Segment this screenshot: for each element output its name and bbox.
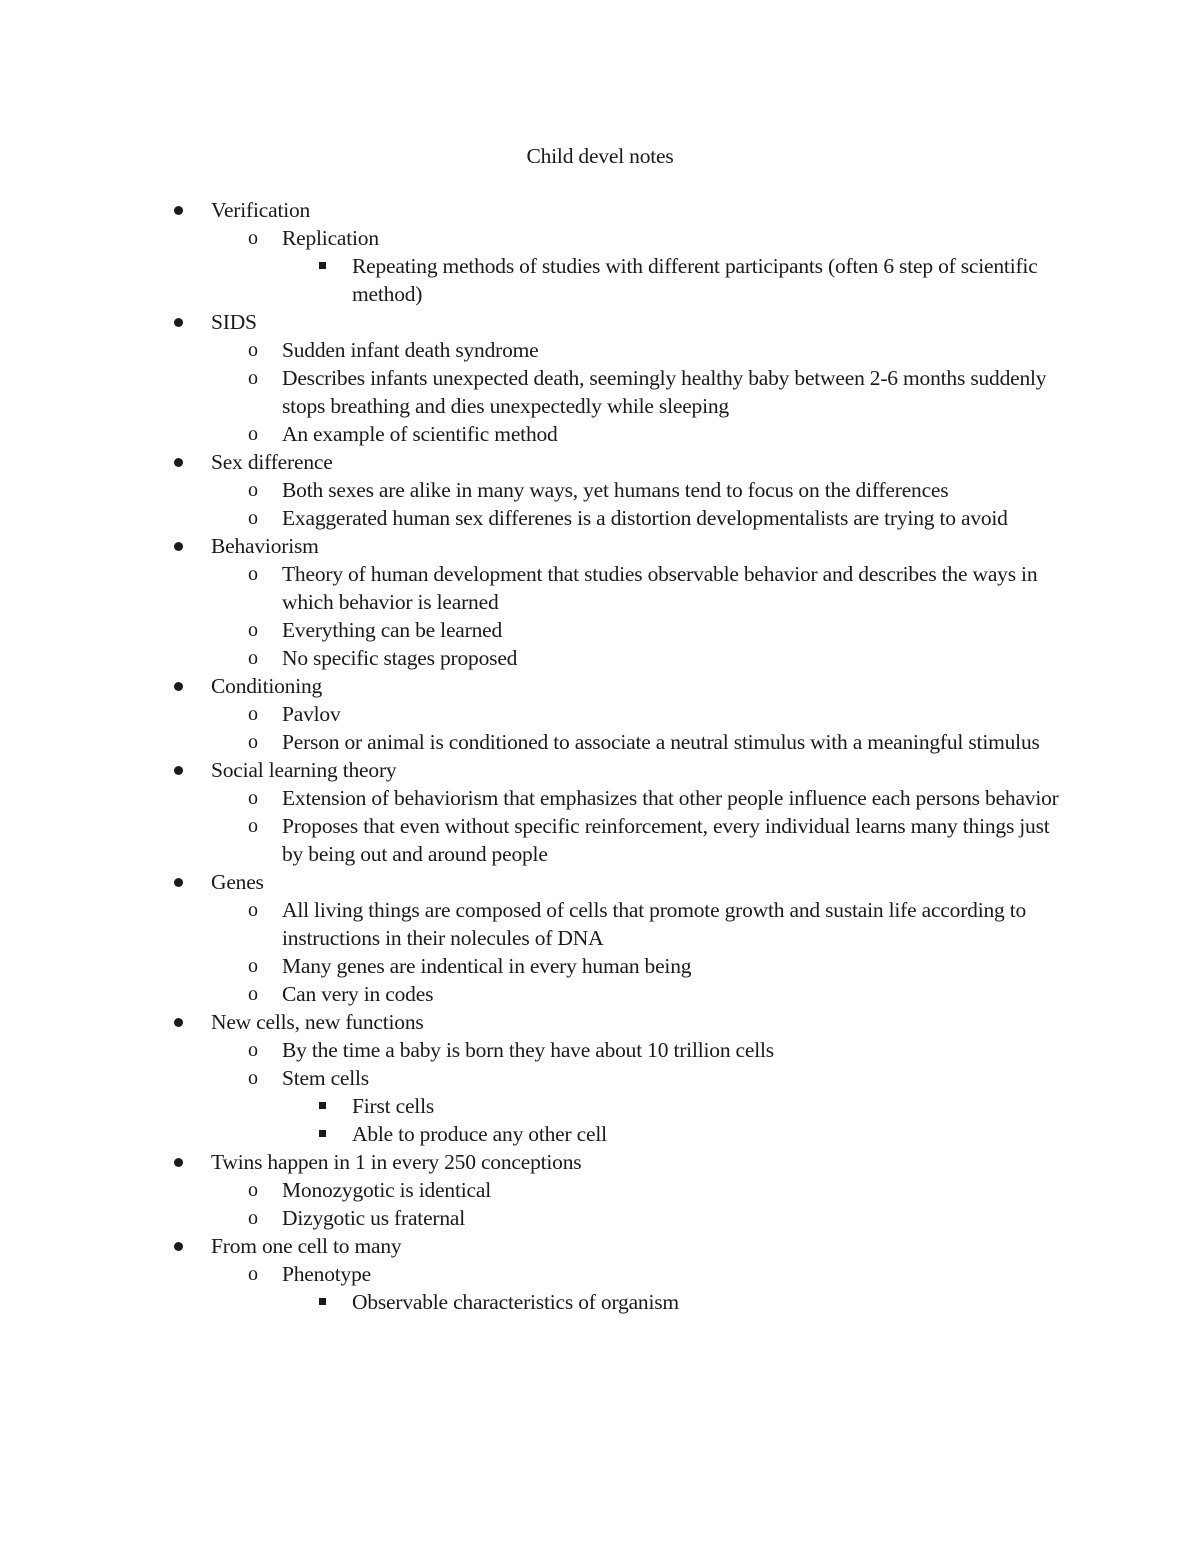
note-text: First cells	[352, 1094, 435, 1118]
sub-sub-bullet-item	[0, 1120, 1052, 1148]
note-text: Genes	[211, 870, 264, 894]
sub-bullet-item	[0, 560, 1062, 616]
bullet-circle-icon: o	[248, 563, 258, 585]
bullet-disc-icon	[174, 766, 183, 775]
bullet-item	[0, 868, 1061, 896]
bullet-square-icon	[319, 1130, 326, 1137]
bullet-item	[0, 1008, 1061, 1036]
bullet-circle-icon: o	[248, 815, 258, 837]
note-text: An example of scientific method	[282, 422, 558, 446]
note-text: Able to produce any other cell	[352, 1122, 607, 1146]
note-text: Sex difference	[211, 450, 333, 474]
sub-bullet-item	[0, 1176, 1062, 1204]
bullet-circle-icon: o	[248, 647, 258, 669]
bullet-item	[0, 308, 1061, 336]
sub-bullet-item	[0, 224, 1062, 252]
note-text: Twins happen in 1 in every 250 conceptions	[211, 1150, 582, 1174]
sub-bullet-item	[0, 784, 1062, 812]
note-text: Exaggerated human sex differenes is a distortion developmentalists are trying to avoid	[282, 506, 1008, 530]
note-text: Verification	[211, 198, 311, 222]
note-text: Everything can be learned	[282, 618, 503, 642]
bullet-item	[0, 1232, 1061, 1260]
bullet-disc-icon	[174, 458, 183, 467]
note-text: From one cell to many	[211, 1234, 402, 1258]
sub-bullet-item	[0, 952, 1062, 980]
sub-bullet-item	[0, 420, 1062, 448]
bullet-square-icon	[319, 1102, 326, 1109]
bullet-circle-icon: o	[248, 227, 258, 249]
note-text: Theory of human development that studies observable behavior and describes the ways in which behavior is learned	[282, 562, 1038, 614]
note-text: Dizygotic us fraternal	[282, 1206, 466, 1230]
note-text: New cells, new functions	[211, 1010, 424, 1034]
sub-bullet-item	[0, 812, 1062, 868]
sub-bullet-item	[0, 1064, 1062, 1092]
bullet-circle-icon: o	[248, 955, 258, 977]
bullet-disc-icon	[174, 1158, 183, 1167]
bullet-circle-icon: o	[248, 1263, 258, 1285]
sub-bullet-item	[0, 1204, 1062, 1232]
bullet-circle-icon: o	[248, 423, 258, 445]
bullet-circle-icon: o	[248, 1067, 258, 1089]
bullet-disc-icon	[174, 206, 183, 215]
note-text: Extension of behaviorism that emphasizes that other people influence each persons behavior	[282, 786, 1059, 810]
note-text: By the time a baby is born they have about 10 trillion cells	[282, 1038, 774, 1062]
sub-bullet-item	[0, 476, 1062, 504]
sub-bullet-item	[0, 980, 1062, 1008]
sub-bullet-item	[0, 728, 1062, 756]
note-text: Replication	[282, 226, 379, 250]
bullet-disc-icon	[174, 1018, 183, 1027]
sub-bullet-item	[0, 336, 1062, 364]
sub-bullet-item	[0, 644, 1062, 672]
note-text: All living things are composed of cells that promote growth and sustain life according to instructions in their nolecules of DNA	[282, 898, 1027, 950]
bullet-disc-icon	[174, 318, 183, 327]
note-text: Sudden infant death syndrome	[282, 338, 539, 362]
note-text: Social learning theory	[211, 758, 397, 782]
sub-bullet-item	[0, 896, 1062, 952]
note-text: Monozygotic is identical	[282, 1178, 491, 1202]
note-text: Repeating methods of studies with different participants (often 6 step of scientific method)	[352, 254, 1038, 306]
bullet-circle-icon: o	[248, 787, 258, 809]
bullet-disc-icon	[174, 682, 183, 691]
sub-bullet-item	[0, 700, 1062, 728]
bullet-item	[0, 532, 1061, 560]
bullet-circle-icon: o	[248, 479, 258, 501]
sub-bullet-item	[0, 364, 1062, 420]
bullet-item	[0, 448, 1061, 476]
note-text: Proposes that even without specific reinforcement, every individual learns many things just by being out and around people	[282, 814, 1050, 866]
sub-sub-bullet-item	[0, 252, 1052, 308]
bullet-item	[0, 196, 1061, 224]
bullet-item	[0, 756, 1061, 784]
bullet-circle-icon: o	[248, 367, 258, 389]
bullet-circle-icon: o	[248, 731, 258, 753]
note-text: Many genes are indentical in every human being	[282, 954, 692, 978]
sub-bullet-item	[0, 1260, 1062, 1288]
sub-bullet-item	[0, 1036, 1062, 1064]
note-text: Observable characteristics of organism	[352, 1290, 679, 1314]
bullet-disc-icon	[174, 1242, 183, 1251]
bullet-disc-icon	[174, 878, 183, 887]
note-text: Stem cells	[282, 1066, 369, 1090]
note-text: No specific stages proposed	[282, 646, 518, 670]
sub-sub-bullet-item	[0, 1288, 1052, 1316]
bullet-item	[0, 1148, 1061, 1176]
bullet-square-icon	[319, 1298, 326, 1305]
note-text: Person or animal is conditioned to associate a neutral stimulus with a meaningful stimulus	[282, 730, 1040, 754]
bullet-circle-icon: o	[248, 619, 258, 641]
bullet-circle-icon: o	[248, 507, 258, 529]
note-text: Phenotype	[282, 1262, 371, 1286]
sub-sub-bullet-item	[0, 1092, 1052, 1120]
bullet-circle-icon: o	[248, 1179, 258, 1201]
bullet-square-icon	[319, 262, 326, 269]
sub-bullet-item	[0, 504, 1062, 532]
note-text: Can very in codes	[282, 982, 434, 1006]
bullet-circle-icon: o	[248, 1207, 258, 1229]
bullet-item	[0, 672, 1061, 700]
notes-list	[0, 196, 1200, 1316]
note-text: Pavlov	[282, 702, 341, 726]
note-text: SIDS	[211, 310, 257, 334]
note-text: Behaviorism	[211, 534, 319, 558]
page-title: Child devel notes	[526, 144, 674, 168]
note-text: Conditioning	[211, 674, 323, 698]
note-text: Describes infants unexpected death, seemingly healthy baby between 2-6 months suddenly stops breathing and dies unexpectedly while sleeping	[282, 366, 1047, 418]
note-text: Both sexes are alike in many ways, yet humans tend to focus on the differences	[282, 478, 949, 502]
bullet-circle-icon: o	[248, 1039, 258, 1061]
bullet-disc-icon	[174, 542, 183, 551]
bullet-circle-icon: o	[248, 703, 258, 725]
bullet-circle-icon: o	[248, 339, 258, 361]
sub-bullet-item	[0, 616, 1062, 644]
bullet-circle-icon: o	[248, 983, 258, 1005]
bullet-circle-icon: o	[248, 899, 258, 921]
